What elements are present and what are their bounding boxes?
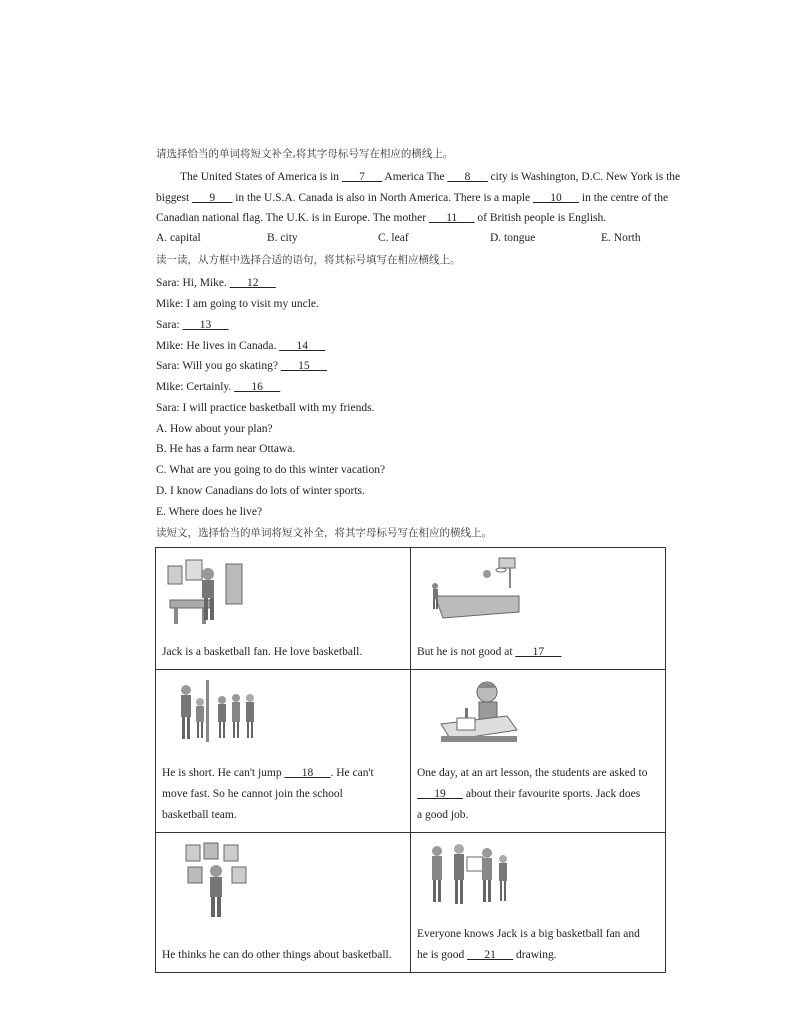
blank-16[interactable]: ___16___ (234, 381, 281, 393)
dialogue-text: Sara: Will you go skating? (156, 360, 281, 372)
cell-text: move fast. So he cannot join the school (162, 788, 343, 800)
dialogue-text: Sara: I will practice basketball with my friends. (156, 402, 375, 414)
dialogue-line (156, 297, 319, 311)
boy-room-illustration-icon (166, 556, 246, 631)
dialogue-option-c: C. What are you going to do this winter vacation? (156, 464, 386, 476)
story-cell-2 (411, 548, 666, 670)
passage-line-2 (156, 191, 668, 205)
passage-line-3 (156, 211, 606, 225)
boy-posters-illustration-icon (184, 841, 254, 924)
dialogue-line (156, 359, 327, 373)
dialogue-option-b: B. He has a farm near Ottawa. (156, 443, 296, 455)
passage-text: Canadian national flag. The U.K. is in Europe. The mother (156, 212, 429, 224)
cell-text: He thinks he can do other things about basketball. (162, 949, 392, 961)
dialogue-option-d: D. I know Canadians do lots of winter sports. (156, 485, 365, 497)
passage-text: The United States of America is in (180, 171, 342, 183)
cell-text (417, 642, 659, 663)
story-table (155, 547, 666, 973)
option-d: D. tongue (490, 232, 536, 244)
cell-text-part: drawing. (513, 949, 557, 961)
cell-text-part: about their favourite sports. Jack does (463, 788, 641, 800)
passage-text: in the U.S.A. Canada is also in North America. There is a maple (232, 192, 533, 204)
story-cell-4 (411, 670, 666, 833)
story-cell-5 (156, 833, 411, 973)
passage-text: city is Washington, D.C. New York is the (487, 171, 681, 183)
cell-text-part: . He can't (330, 767, 374, 779)
cell-text: Jack is a basketball fan. He love basketball. (162, 646, 363, 658)
cell-text-part: He is short. He can't jump (162, 767, 285, 779)
blank-11[interactable]: ___11___ (428, 212, 475, 224)
option-b: B. city (267, 232, 298, 244)
story-cell-1 (156, 548, 411, 670)
story-cell-6 (411, 833, 666, 973)
blank-19[interactable]: ___19___ (417, 788, 463, 800)
blank-7[interactable]: ___7___ (341, 171, 383, 183)
option-a: A. capital (156, 232, 201, 244)
passage-text: of British people is English. (474, 212, 607, 224)
section3-instruction: 读短文，选择恰当的单词将短文补全，将其字母标号写在相应的横线上。 (156, 527, 492, 539)
blank-9[interactable]: ___9___ (192, 192, 233, 204)
dialogue-text: Mike: He lives in Canada. (156, 340, 280, 352)
dialogue-option-a: A. How about your plan? (156, 423, 273, 435)
passage-text: America The (382, 171, 448, 183)
boy-drawing-illustration-icon (437, 678, 521, 755)
dialogue-option-e: E. Where does he live? (156, 506, 263, 518)
blank-10[interactable]: ___10___ (533, 192, 579, 204)
dialogue-line (156, 276, 276, 290)
blank-15[interactable]: ___15___ (280, 360, 327, 372)
blank-17[interactable]: ___17___ (515, 646, 562, 658)
cell-text: One day, at an art lesson, the students are asked to (417, 767, 648, 779)
cell-text (162, 763, 404, 784)
dialogue-text: Sara: Hi, Mike. (156, 277, 230, 289)
blank-18[interactable]: ___18___ (284, 767, 331, 779)
passage-line-1 (180, 170, 680, 184)
blank-12[interactable]: ___12___ (229, 277, 276, 289)
dialogue-text: Mike: Certainly. (156, 381, 235, 393)
dialogue-line (156, 318, 229, 332)
passage-text: in the centre of the (579, 192, 669, 204)
passage-text: biggest (156, 192, 193, 204)
dialogue-text: Mike: I am going to visit my uncle. (156, 298, 319, 310)
story-cell-3 (156, 670, 411, 833)
cell-text-part: he is good (417, 949, 468, 961)
cell-text (417, 945, 659, 966)
blank-8[interactable]: ___8___ (447, 171, 488, 183)
kids-showing-drawing-illustration-icon (427, 841, 511, 918)
dialogue-line (156, 401, 374, 415)
boys-height-illustration-icon (178, 678, 262, 747)
option-e: E. North (601, 232, 641, 244)
cell-text (417, 784, 659, 805)
blank-13[interactable]: ___13___ (182, 319, 229, 331)
dialogue-line (156, 380, 280, 394)
basketball-court-illustration-icon (429, 556, 529, 623)
cell-text: Everyone knows Jack is a big basketball fan and (417, 928, 640, 940)
blank-14[interactable]: ___14___ (279, 340, 326, 352)
dialogue-text: Sara: (156, 319, 183, 331)
option-c: C. leaf (378, 232, 409, 244)
cell-text: a good job. (417, 809, 469, 821)
cell-text-part: But he is not good at (417, 646, 516, 658)
dialogue-line (156, 339, 325, 353)
cell-text: basketball team. (162, 809, 237, 821)
section2-instruction: 读一读，从方框中选择合适的语句，将其标号填写在相应横线上。 (156, 254, 461, 266)
blank-21[interactable]: ___21___ (467, 949, 514, 961)
section1-instruction: 请选择恰当的单词将短文补全,将其字母标号写在相应的横线上。 (156, 148, 454, 160)
